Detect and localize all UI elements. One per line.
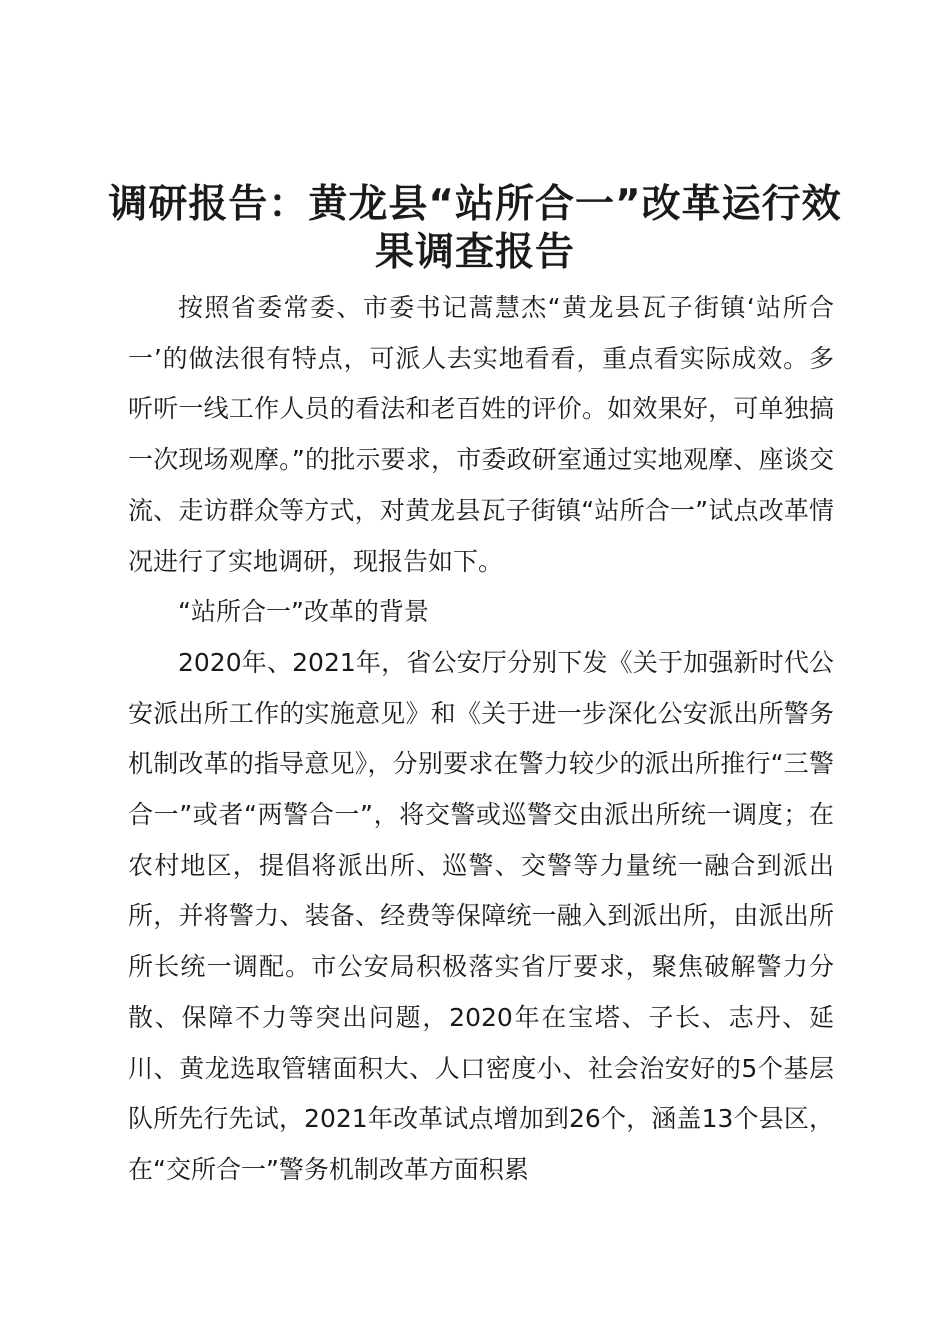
document-body: [128, 283, 834, 1196]
paragraph-intro: 按照省委常委、市委书记蒿慧杰“黄龙县瓦子街镇‘站所合一’的做法很有特点，可派人去实地看看，重点看实际成效。多听听一线工作人员的看法和老百姓的评价。如效果好，可单独搞一次现场观摩。”的批示要求，市委政研室通过实地观摩、座谈交流、走访群众等方式，对黄龙县瓦子街镇“站所合一”试点改革情况进行了实地调研，现报告如下。: [128, 293, 834, 576]
document-title: 调研报告：黄龙县“站所合一”改革运行效果调查报告: [108, 182, 842, 275]
section-heading-background: “站所合一”改革的背景: [178, 597, 429, 627]
paragraph-background: 2020年、2021年，省公安厅分别下发《关于加强新时代公安派出所工作的实施意见》和《关于进一步深化公安派出所警务机制改革的指导意见》，分别要求在警力较少的派出所推行“三警合一”或者“两警合一”，将交警或巡警交由派出所统一调度；在农村地区，提倡将派出所、巡警、交警等力量统一融合到派出所，并将警力、装备、经费等保障统一融入到派出所，由派出所所长统一调配。市公安局积极落实省厅要求，聚焦破解警力分散、保障不力等突出问题，2020年在宝塔、子长、志丹、延川、黄龙选取管辖面积大、人口密度小、社会治安好的5个基层队所先行先试，2021年改革试点增加到26个，涵盖13个县区，在“交所合一”警务机制改革方面积累: [128, 647, 834, 1184]
